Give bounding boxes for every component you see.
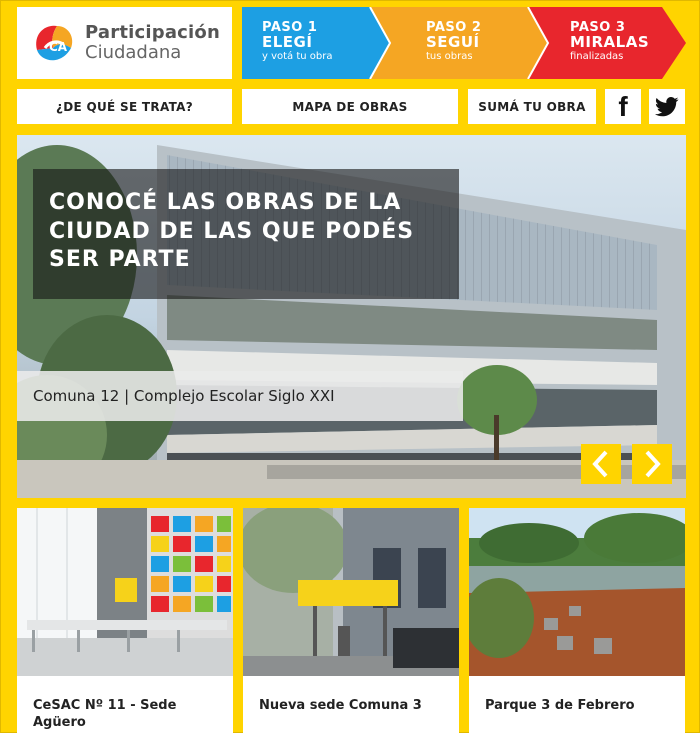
- step-3-title: MIRALAS: [570, 32, 650, 51]
- nav-suma-tu-obra[interactable]: SUMÁ TU OBRA: [468, 89, 596, 124]
- logo-line2: Ciudadana: [85, 42, 182, 63]
- hero-caption[interactable]: Comuna 12 | Complejo Escolar Siglo XXI: [17, 371, 463, 421]
- step-2-title: SEGUÍ: [426, 32, 480, 51]
- card-cesac[interactable]: [17, 508, 233, 733]
- card-cesac-title: CeSAC Nº 11 - Sede Agüero: [33, 698, 177, 730]
- card-cesac-image: [17, 508, 233, 676]
- step-3-paso: PASO 3: [570, 20, 626, 35]
- logo-icon: [31, 20, 77, 66]
- hero-prev-button[interactable]: [581, 444, 621, 484]
- step-1[interactable]: [242, 7, 370, 79]
- hero-next-button[interactable]: [632, 444, 672, 484]
- card-comuna-3-image: [243, 508, 459, 676]
- twitter-icon: [655, 97, 679, 117]
- step-2[interactable]: [392, 7, 528, 79]
- step-1-subtitle: y votá tu obra: [262, 51, 333, 63]
- card-parque-3-de-febrero-title: Parque 3 de Febrero: [485, 698, 635, 713]
- steps-banner: [242, 7, 686, 79]
- step-3-subtitle: finalizadas: [570, 51, 624, 63]
- nav-mapa-de-obras[interactable]: MAPA DE OBRAS: [242, 89, 458, 124]
- step-1-paso: PASO 1: [262, 20, 318, 35]
- logo-line1: Participación: [85, 22, 220, 43]
- step-2-paso: PASO 2: [426, 20, 482, 35]
- nav-de-que-se-trata[interactable]: ¿DE QUÉ SE TRATA?: [17, 89, 232, 124]
- card-comuna-3[interactable]: [243, 508, 459, 733]
- facebook-button[interactable]: [605, 89, 641, 124]
- facebook-icon: f: [618, 90, 628, 122]
- logo-text: [85, 24, 220, 62]
- hero-title: CONOCÉ LAS OBRAS DE LA CIUDAD DE LAS QUE PODÉS SER PARTE: [33, 169, 459, 299]
- step-3[interactable]: [550, 7, 686, 79]
- card-parque-3-de-febrero-image: [469, 508, 685, 676]
- site-logo[interactable]: [17, 7, 232, 79]
- card-comuna-3-title: Nueva sede Comuna 3: [259, 698, 422, 713]
- chevron-left-icon: [590, 449, 612, 479]
- svg-text:CA: CA: [49, 40, 68, 54]
- chevron-right-icon: [641, 449, 663, 479]
- step-1-title: ELEGÍ: [262, 32, 313, 51]
- step-2-subtitle: tus obras: [426, 51, 473, 63]
- card-parque-3-de-febrero[interactable]: [469, 508, 685, 733]
- twitter-button[interactable]: [649, 89, 685, 124]
